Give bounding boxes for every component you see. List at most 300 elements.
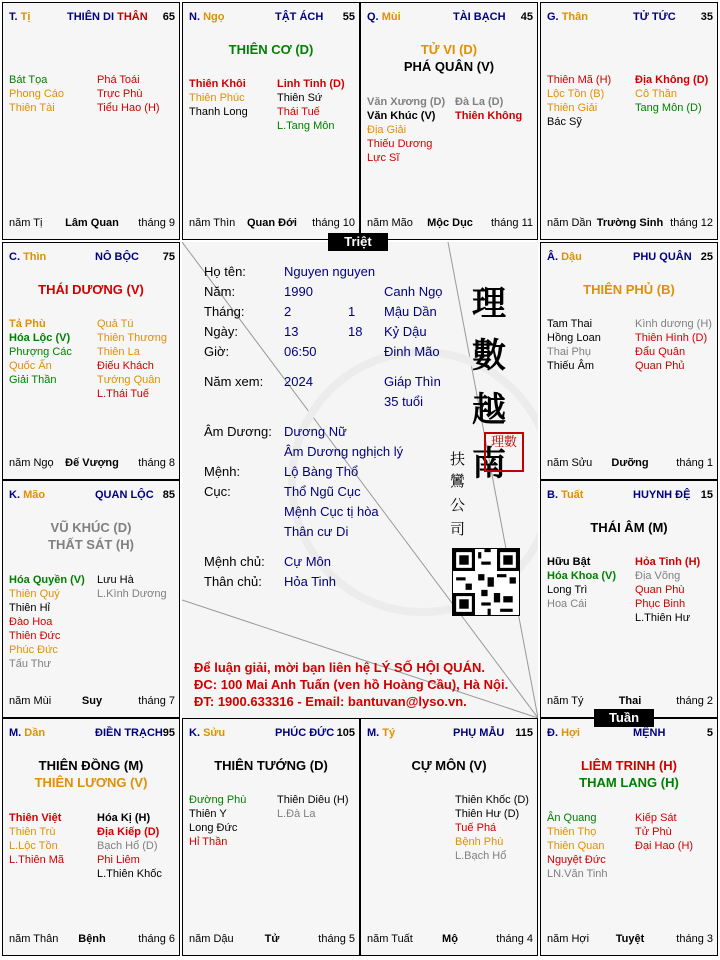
star-column-right bbox=[635, 317, 718, 373]
cell-year: năm Dậu bbox=[189, 933, 234, 945]
minor-star: Thiên Hình (D) bbox=[635, 332, 708, 344]
cell-branch: Mão bbox=[23, 489, 46, 501]
palace-name bbox=[95, 251, 139, 263]
cell-year: năm Ngọ bbox=[9, 457, 54, 469]
cell-footer bbox=[9, 933, 175, 947]
minor-star: Văn Xương (D) bbox=[367, 96, 446, 108]
hour-value: 06:50 bbox=[284, 344, 317, 359]
palace-name bbox=[633, 727, 665, 739]
palace-label: PHU QUÂN bbox=[633, 251, 692, 263]
major-period-number: 15 bbox=[700, 489, 713, 501]
cell-can bbox=[547, 251, 582, 263]
main-star: THIÊN LƯƠNG (V) bbox=[34, 775, 148, 790]
minor-star: Bác Sỹ bbox=[547, 116, 582, 128]
cell-can bbox=[547, 11, 588, 23]
star-column-right bbox=[97, 811, 180, 881]
minor-star: Thanh Long bbox=[189, 106, 248, 118]
minor-star: L.Thiên Mã bbox=[9, 854, 65, 866]
cell-can bbox=[189, 727, 225, 739]
minor-star: Thái Tuế bbox=[277, 106, 320, 118]
palace-label: ĐIỀN TRẠCH bbox=[95, 727, 163, 739]
palace-label: PHỤ MẪU bbox=[453, 727, 505, 739]
cell-can-letter: T. bbox=[9, 11, 18, 23]
small-char: 扶 bbox=[450, 450, 466, 468]
star-column-right bbox=[97, 73, 180, 115]
calligraphy-char: 越 bbox=[472, 390, 506, 430]
year-value: 1990 bbox=[284, 284, 313, 299]
minor-star: Thiên Việt bbox=[9, 812, 62, 824]
cell-footer bbox=[189, 933, 355, 947]
minor-star: L.Tang Môn bbox=[277, 120, 335, 132]
month-label: Tháng: bbox=[204, 304, 245, 319]
minor-star: Phá Toái bbox=[97, 74, 140, 86]
cell-month: tháng 4 bbox=[496, 933, 533, 945]
main-star: THIÊN PHỦ (B) bbox=[583, 282, 675, 297]
minor-star: Quan Phủ bbox=[635, 360, 685, 372]
cell-can-letter: K. bbox=[189, 727, 200, 739]
star-column-right bbox=[635, 73, 718, 115]
hour-label: Giờ: bbox=[204, 344, 230, 359]
cell-can bbox=[9, 251, 46, 263]
yin-yang-note: Âm Dương nghịch lý bbox=[284, 444, 404, 459]
main-star: THÁI ÂM (M) bbox=[590, 520, 668, 535]
cell-footer bbox=[367, 217, 533, 231]
year-canchi: Canh Ngọ bbox=[384, 284, 443, 299]
star-column-left bbox=[189, 793, 275, 849]
main-stars bbox=[361, 41, 537, 75]
major-period-number: 25 bbox=[700, 251, 713, 263]
minor-star: Lưu Hà bbox=[97, 574, 134, 586]
minor-star: Thiên Phúc bbox=[189, 92, 245, 104]
cell-footer bbox=[9, 695, 175, 709]
main-star: VŨ KHÚC (D) bbox=[50, 520, 132, 535]
palace-name bbox=[95, 489, 154, 501]
minor-star: Linh Tinh (D) bbox=[277, 78, 345, 90]
month-canchi: Mậu Dần bbox=[384, 304, 437, 319]
cell-month: tháng 2 bbox=[676, 695, 713, 707]
main-stars bbox=[3, 519, 179, 553]
star-column-left bbox=[9, 811, 95, 867]
minor-star: Tử Phù bbox=[635, 826, 672, 838]
star-column-left bbox=[547, 555, 633, 611]
minor-star: Thai Phụ bbox=[547, 346, 592, 358]
palace-cell-ngo bbox=[182, 2, 360, 240]
age-value: 35 tuổi bbox=[384, 394, 424, 409]
star-column-right bbox=[277, 77, 360, 133]
cell-year: năm Sửu bbox=[547, 457, 593, 469]
major-period-number: 55 bbox=[342, 11, 355, 23]
star-column-right bbox=[97, 317, 180, 401]
cell-month: tháng 8 bbox=[138, 457, 175, 469]
calligraphy-char: 理 bbox=[472, 284, 506, 324]
qr-code-icon bbox=[453, 549, 519, 615]
minor-star: L.Bạch Hổ bbox=[455, 850, 507, 862]
cell-year: năm Dần bbox=[547, 217, 592, 229]
palace-cell-than bbox=[540, 2, 718, 240]
palace-cell-tuat bbox=[540, 480, 718, 718]
palace-cell-mao bbox=[2, 480, 180, 718]
contact-address: ĐC: 100 Mai Anh Tuấn (ven hồ Hoàng Cầu), Hà Nội. bbox=[194, 677, 509, 692]
star-column-right bbox=[455, 793, 538, 863]
view-year-canchi: Giáp Thìn bbox=[384, 374, 441, 389]
minor-star: Phục Binh bbox=[635, 598, 686, 610]
palace-label: HUYNH ĐỆ bbox=[633, 489, 691, 501]
cell-footer bbox=[547, 695, 713, 709]
truong-sinh-stage: Quan Đới bbox=[247, 217, 297, 229]
minor-star: Thiên Sứ bbox=[277, 92, 323, 104]
cell-year: năm Tý bbox=[547, 695, 584, 707]
truong-sinh-stage: Tuyệt bbox=[615, 933, 645, 945]
cell-can-letter: K. bbox=[9, 489, 20, 501]
cell-year: năm Thìn bbox=[189, 217, 236, 229]
cell-year: năm Tuất bbox=[367, 933, 413, 945]
small-char: 司 bbox=[450, 520, 466, 538]
cell-can bbox=[547, 489, 583, 501]
star-column-right bbox=[97, 573, 180, 601]
cell-year: năm Thân bbox=[9, 933, 59, 945]
minor-star: Long Trì bbox=[547, 584, 588, 596]
minor-star: Nguyệt Đức bbox=[547, 854, 606, 866]
cell-branch: Thìn bbox=[23, 251, 47, 263]
minor-star: Tang Môn (D) bbox=[635, 102, 702, 114]
minor-star: Lực Sĩ bbox=[367, 152, 400, 164]
tuan-marker: Tuần bbox=[594, 709, 654, 727]
cell-branch: Tị bbox=[20, 11, 31, 23]
cell-year: năm Tị bbox=[9, 217, 43, 229]
cell-footer bbox=[547, 933, 713, 947]
major-period-number: 105 bbox=[336, 727, 355, 739]
minor-star: Giải Thần bbox=[9, 374, 57, 386]
destiny-master-value: Cự Môn bbox=[284, 554, 331, 569]
minor-star: Hữu Bật bbox=[547, 556, 591, 568]
major-period-number: 45 bbox=[520, 11, 533, 23]
cuc-note: Mệnh Cục tị hòa bbox=[284, 504, 379, 519]
cell-can-letter: Â. bbox=[547, 251, 558, 263]
cell-can-letter: N. bbox=[189, 11, 200, 23]
main-stars bbox=[183, 41, 359, 58]
cell-can-letter: C. bbox=[9, 251, 20, 263]
major-period-number: 75 bbox=[162, 251, 175, 263]
truong-sinh-stage: Đế Vượng bbox=[65, 457, 119, 469]
major-period-number: 115 bbox=[515, 727, 533, 739]
palace-cell-thin bbox=[2, 242, 180, 480]
minor-star: Quan Phù bbox=[635, 584, 685, 596]
destiny-value: Lộ Bàng Thổ bbox=[284, 464, 359, 479]
minor-star: Thiên Không bbox=[455, 110, 523, 122]
than-cu-note: Thân cư Di bbox=[284, 524, 349, 539]
palace-cell-dau bbox=[540, 242, 718, 480]
palace-label: THIÊN DI bbox=[67, 11, 115, 23]
star-column-left bbox=[189, 77, 275, 119]
main-star: THIÊN TƯỚNG (D) bbox=[214, 758, 328, 773]
red-seal: 理數 bbox=[484, 432, 524, 472]
main-star: THAM LANG (H) bbox=[579, 775, 679, 790]
cell-can-letter: B. bbox=[547, 489, 558, 501]
minor-star: Hóa Kị (H) bbox=[97, 812, 151, 824]
cell-can-letter: Q. bbox=[367, 11, 379, 23]
minor-star: Đại Hao (H) bbox=[635, 840, 694, 852]
palace-cell-ti bbox=[2, 2, 180, 240]
palace-label: TẬT ÁCH bbox=[275, 11, 324, 23]
minor-star: Bạch Hổ (D) bbox=[97, 840, 158, 852]
day-value: 13 bbox=[284, 324, 299, 339]
minor-star: Thiên Diêu (H) bbox=[277, 794, 349, 806]
calligraphy-char: 數 bbox=[472, 336, 506, 376]
star-column-left bbox=[367, 95, 453, 165]
cell-can bbox=[547, 727, 580, 739]
minor-star: Thiếu Dương bbox=[367, 138, 433, 150]
palace-cell-ty bbox=[360, 718, 538, 956]
minor-star: LN.Văn Tinh bbox=[547, 868, 608, 880]
main-stars bbox=[541, 519, 717, 536]
cell-branch: Mùi bbox=[381, 11, 401, 23]
major-period-number: 85 bbox=[162, 489, 175, 501]
minor-star: Thiên Đức bbox=[9, 630, 61, 642]
day-canchi: Kỷ Dậu bbox=[384, 324, 427, 339]
minor-star: Địa Không (D) bbox=[635, 74, 709, 86]
month-lunar: 1 bbox=[348, 304, 356, 319]
center-info-panel bbox=[182, 242, 538, 718]
minor-star: Địa Võng bbox=[635, 570, 681, 582]
main-stars bbox=[541, 757, 717, 791]
cell-month: tháng 3 bbox=[676, 933, 713, 945]
main-stars bbox=[361, 757, 537, 774]
minor-star: Hóa Quyền (V) bbox=[9, 574, 85, 586]
palace-label: QUAN LỘC bbox=[95, 489, 154, 501]
cell-month: tháng 10 bbox=[312, 217, 355, 229]
minor-star: Thiên Quan bbox=[547, 840, 605, 852]
minor-star: Đường Phù bbox=[189, 794, 247, 806]
cell-branch: Hợi bbox=[561, 727, 580, 739]
cell-month: tháng 12 bbox=[670, 217, 713, 229]
minor-star: Thiên La bbox=[97, 346, 140, 358]
minor-star: Hóa Khoa (V) bbox=[547, 570, 617, 582]
minor-star: Đẩu Quân bbox=[635, 346, 686, 358]
truong-sinh-stage: Trường Sinh bbox=[596, 217, 664, 229]
cell-can bbox=[9, 489, 45, 501]
main-stars bbox=[3, 757, 179, 791]
palace-name bbox=[95, 727, 163, 739]
minor-star: Tuế Phá bbox=[455, 822, 497, 834]
minor-star: Phượng Các bbox=[9, 346, 72, 358]
minor-star: Thiên Y bbox=[189, 808, 227, 820]
star-column-left bbox=[547, 73, 633, 129]
main-star: THIÊN CƠ (D) bbox=[228, 42, 314, 57]
main-star: CỰ MÔN (V) bbox=[411, 758, 487, 773]
day-lunar: 18 bbox=[348, 324, 363, 339]
minor-star: Đà La (D) bbox=[455, 96, 504, 108]
minor-star: Hồng Loan bbox=[547, 332, 601, 344]
truong-sinh-stage: Suy bbox=[81, 695, 103, 707]
minor-star: Điếu Khách bbox=[97, 360, 154, 372]
cell-can bbox=[9, 727, 45, 739]
palace-cell-suu bbox=[182, 718, 360, 956]
minor-star: Tướng Quân bbox=[97, 374, 161, 386]
palace-label: MỆNH bbox=[633, 727, 666, 739]
minor-star: Quốc Ấn bbox=[9, 360, 52, 372]
major-period-number: 95 bbox=[162, 727, 175, 739]
palace-label: TỬ TỨC bbox=[633, 11, 676, 23]
cell-can-letter: M. bbox=[367, 727, 380, 739]
minor-star: Thiên Trù bbox=[9, 826, 56, 838]
cell-footer bbox=[9, 457, 175, 471]
cell-month: tháng 5 bbox=[318, 933, 355, 945]
triet-marker: Triệt bbox=[328, 233, 388, 251]
star-column-right bbox=[277, 793, 360, 821]
palace-name bbox=[453, 11, 506, 23]
cell-branch: Dần bbox=[24, 727, 46, 739]
star-column-left bbox=[9, 317, 95, 387]
minor-star: Lộc Tồn (B) bbox=[547, 88, 605, 100]
cell-month: tháng 7 bbox=[138, 695, 175, 707]
small-char: 公 bbox=[450, 496, 466, 514]
cell-month: tháng 9 bbox=[138, 217, 175, 229]
minor-star: Địa Kiếp (D) bbox=[97, 826, 160, 838]
star-column-left bbox=[9, 573, 95, 671]
palace-name bbox=[453, 727, 504, 739]
cell-year: năm Mão bbox=[367, 217, 413, 229]
minor-star: Hỉ Thần bbox=[189, 836, 228, 848]
cell-year: năm Mùi bbox=[9, 695, 52, 707]
truong-sinh-stage: Tử bbox=[264, 933, 280, 945]
main-stars bbox=[183, 757, 359, 774]
cell-footer bbox=[547, 217, 713, 231]
minor-star: L.Lộc Tồn bbox=[9, 840, 58, 852]
main-star: LIÊM TRINH (H) bbox=[580, 758, 678, 773]
palace-name bbox=[275, 11, 323, 23]
minor-star: Quả Tú bbox=[97, 318, 134, 330]
cell-branch: Tý bbox=[382, 727, 396, 739]
view-year-label: Năm xem: bbox=[204, 374, 264, 389]
minor-star: Bát Tọa bbox=[9, 74, 48, 86]
minor-star: Đào Hoa bbox=[9, 616, 53, 628]
cell-can-letter: G. bbox=[547, 11, 559, 23]
minor-star: Thiên Thọ bbox=[547, 826, 597, 838]
palace-cell-dan bbox=[2, 718, 180, 956]
palace-name bbox=[633, 251, 692, 263]
minor-star: Thiên Khôi bbox=[189, 78, 246, 90]
cell-can bbox=[189, 11, 224, 23]
small-char: 鸞 bbox=[450, 472, 466, 490]
cell-year: năm Hợi bbox=[547, 933, 590, 945]
year-label: Năm: bbox=[204, 284, 236, 299]
cell-footer bbox=[367, 933, 533, 947]
major-period-number: 5 bbox=[706, 727, 713, 739]
star-column-right bbox=[635, 811, 718, 853]
yin-yang-label: Âm Dương: bbox=[204, 424, 272, 439]
cell-footer bbox=[547, 457, 713, 471]
destiny-master-label: Mệnh chủ: bbox=[204, 554, 265, 569]
minor-star: L.Đà La bbox=[277, 808, 316, 820]
minor-star: Thiên Khốc (D) bbox=[455, 794, 529, 806]
palace-cell-mui bbox=[360, 2, 538, 240]
minor-star: Văn Khúc (V) bbox=[367, 110, 436, 122]
calligraphy-char: 南 bbox=[472, 444, 506, 484]
cell-month: tháng 6 bbox=[138, 933, 175, 945]
palace-label: PHÚC ĐỨC bbox=[275, 727, 335, 739]
star-column-right bbox=[455, 95, 538, 123]
palace-cell-hoi bbox=[540, 718, 718, 956]
minor-star: Kình dương (H) bbox=[635, 318, 712, 330]
yin-yang-value: Dương Nữ bbox=[284, 424, 347, 439]
minor-star: Tam Thai bbox=[547, 318, 593, 330]
month-value: 2 bbox=[284, 304, 292, 319]
major-period-number: 65 bbox=[162, 11, 175, 23]
main-star: THIÊN ĐỒNG (M) bbox=[38, 758, 144, 773]
name-value: Nguyen nguyen bbox=[284, 264, 376, 279]
cell-footer bbox=[189, 217, 355, 231]
destiny-label: Mệnh: bbox=[204, 464, 241, 479]
main-star: THÁI DƯƠNG (V) bbox=[38, 282, 144, 297]
palace-name bbox=[67, 11, 148, 23]
cell-can bbox=[367, 11, 401, 23]
palace-name bbox=[633, 489, 690, 501]
star-column-left bbox=[9, 73, 95, 115]
main-star: THẤT SÁT (H) bbox=[48, 537, 134, 552]
star-column-left bbox=[547, 317, 633, 373]
major-period-number: 35 bbox=[700, 11, 713, 23]
day-label: Ngày: bbox=[204, 324, 238, 339]
minor-star: Phi Liêm bbox=[97, 854, 140, 866]
minor-star: Long Đức bbox=[189, 822, 238, 834]
truong-sinh-stage: Mộ bbox=[442, 933, 458, 945]
minor-star: L.Thiên Hư bbox=[635, 612, 691, 624]
cell-can bbox=[367, 727, 395, 739]
contact-line: Để luận giải, mời bạn liên hệ LÝ SỐ HỘI QUÁN. bbox=[194, 660, 485, 675]
truong-sinh-stage: Lâm Quan bbox=[65, 217, 119, 229]
palace-name bbox=[275, 727, 334, 739]
minor-star: L.Thiên Khốc bbox=[97, 868, 162, 880]
cell-branch: Thân bbox=[561, 11, 588, 23]
cell-branch: Tuất bbox=[561, 489, 584, 501]
cell-branch: Sửu bbox=[203, 727, 226, 739]
minor-star: Thiên Hư (D) bbox=[455, 808, 520, 820]
palace-label: TÀI BẠCH bbox=[453, 11, 506, 23]
palace-label: NÔ BỘC bbox=[95, 251, 139, 263]
truong-sinh-stage: Bệnh bbox=[78, 933, 106, 945]
cell-can-letter: Đ. bbox=[547, 727, 558, 739]
minor-star: Thiên Tài bbox=[9, 102, 55, 114]
minor-star: Cô Thần bbox=[635, 88, 677, 100]
minor-star: Hỏa Tinh (H) bbox=[635, 556, 701, 568]
cuc-value: Thổ Ngũ Cục bbox=[284, 484, 361, 499]
name-label: Họ tên: bbox=[204, 264, 246, 279]
minor-star: Thiên Quý bbox=[9, 588, 60, 600]
minor-star: Tiểu Hao (H) bbox=[97, 102, 160, 114]
star-column-left bbox=[547, 811, 633, 881]
cuc-label: Cục: bbox=[204, 484, 231, 499]
main-stars bbox=[3, 281, 179, 298]
than-marker: THÂN bbox=[117, 11, 148, 23]
truong-sinh-stage: Dưỡng bbox=[611, 457, 649, 469]
cell-month: tháng 1 bbox=[676, 457, 713, 469]
qr-code[interactable] bbox=[452, 548, 520, 616]
cell-month: tháng 11 bbox=[490, 217, 533, 229]
minor-star: Hoa Cái bbox=[547, 598, 587, 610]
minor-star: Thiên Thương bbox=[97, 332, 168, 344]
view-year-value: 2024 bbox=[284, 374, 313, 389]
minor-star: Thiếu Âm bbox=[547, 360, 595, 372]
star-column-right bbox=[635, 555, 718, 625]
minor-star: L.Thái Tuế bbox=[97, 388, 149, 400]
minor-star: L.Kình Dương bbox=[97, 588, 167, 600]
body-master-label: Thân chủ: bbox=[204, 574, 262, 589]
cell-can bbox=[9, 11, 30, 23]
cell-footer bbox=[9, 217, 175, 231]
main-stars bbox=[541, 281, 717, 298]
minor-star: Trực Phù bbox=[97, 88, 143, 100]
minor-star: Phong Cáo bbox=[9, 88, 65, 100]
